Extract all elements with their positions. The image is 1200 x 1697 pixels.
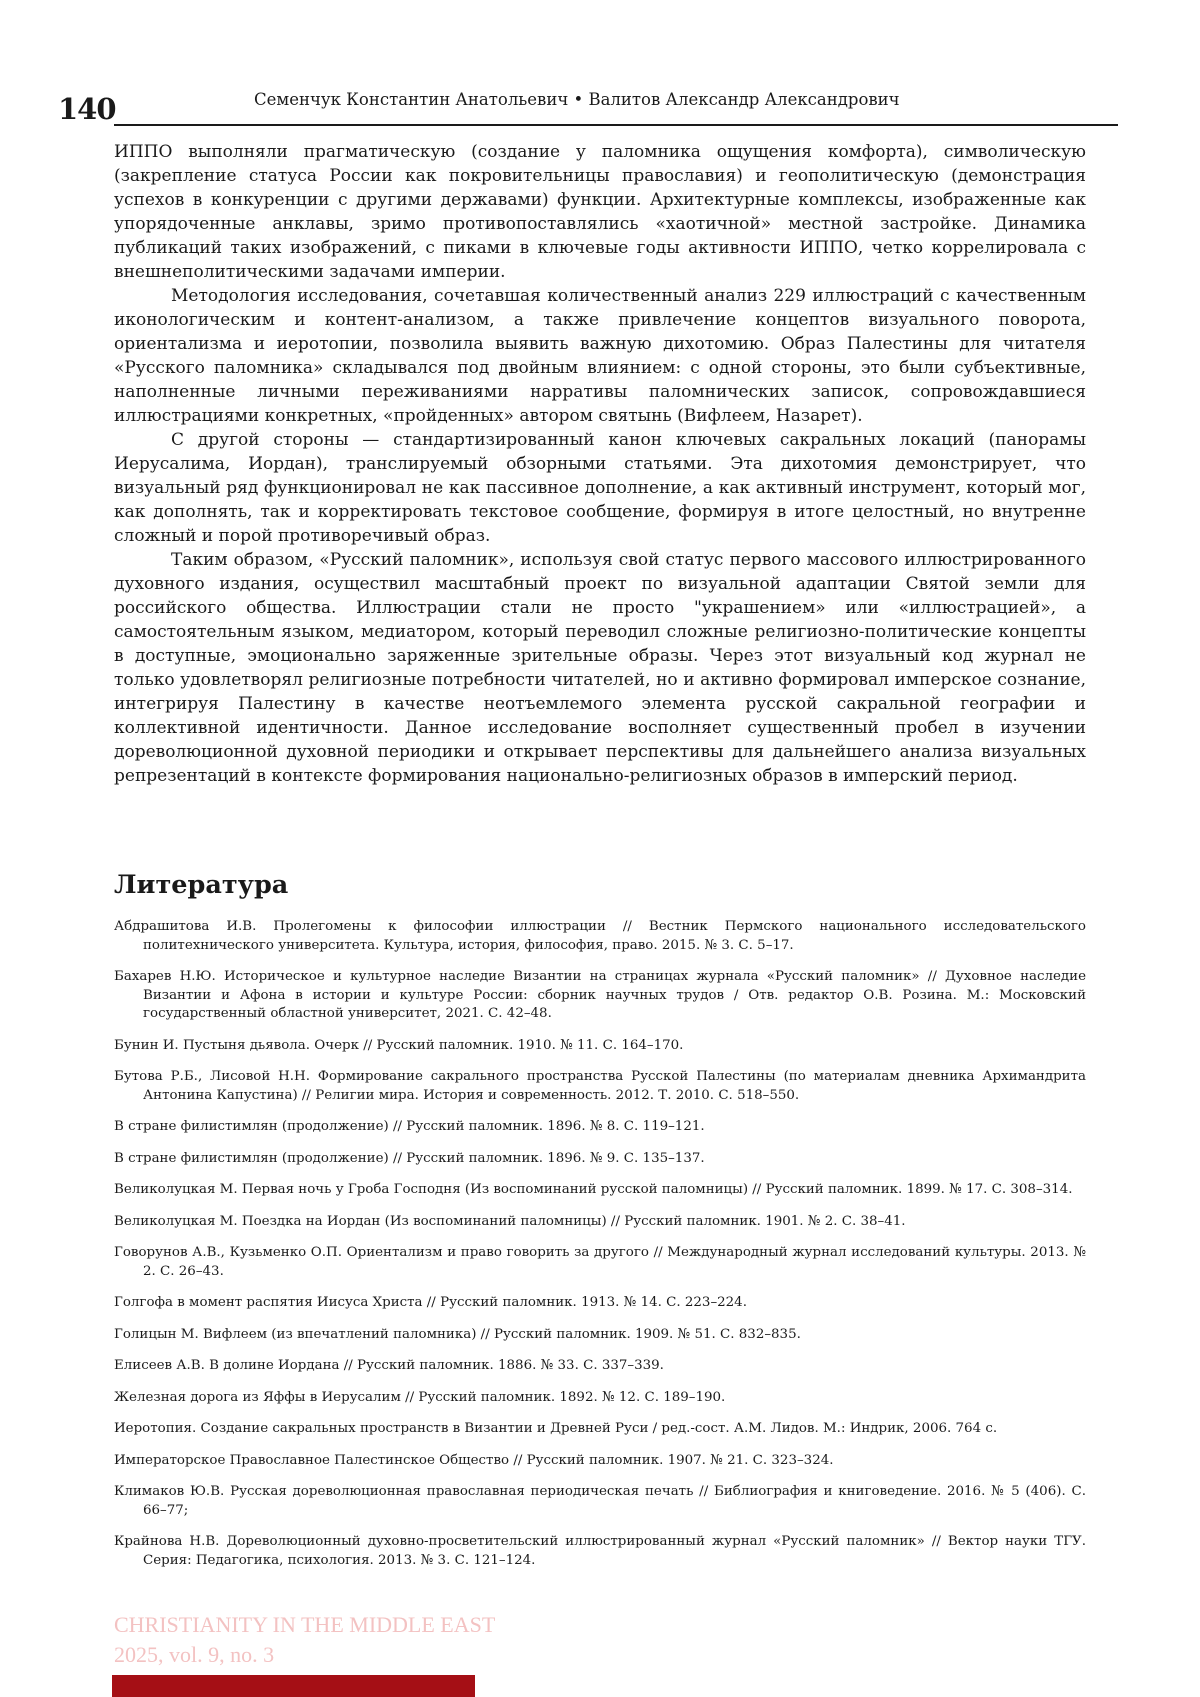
paragraph: ИППО выполняли прагматическую (создание у паломника ощущения комфорта), символическую (закрепление статуса России как покровительницы православия) и геополитическую (демонстрация успехов в конкуренции с другими державами) функции. Архитектурные комплексы, изображенные как упорядоченные анклавы, зримо противопоставлялись «хаотичной» местной застройке. Динамика публикаций таких изображений, с пиками в ключевые годы активности ИППО, четко коррелировала с внешнеполитическими задачами империи. [114, 142, 1086, 282]
reference-item: В стране филистимлян (продолжение) // Русский паломник. 1896. № 8. С. 119–121. [114, 1119, 705, 1134]
reference-item: Крайнова Н.В. Дореволюционный духовно-просветительский иллюстрированный журнал «Русский паломник» // Вектор науки ТГУ. Серия: Педагогика, психология. 2013. № 3. С. 121–124. [114, 1534, 1086, 1568]
running-head-authors: Семенчук Константин Анатольевич • Валитов Александр Александрович [254, 90, 900, 109]
footer-color-bar [112, 1675, 475, 1697]
reference-item: Голгофа в момент распятия Иисуса Христа // Русский паломник. 1913. № 14. С. 223–224. [114, 1295, 747, 1310]
reference-item: Климаков Ю.В. Русская дореволюционная православная периодическая печать // Библиография и книговедение. 2016. № 5 (406). С. 66–77; [114, 1484, 1086, 1518]
paragraph: Таким образом, «Русский паломник», используя свой статус первого массового иллюстрированного духовного издания, осуществил масштабный проект по визуальной адаптации Святой земли для российского общества. Иллюстрации стали не просто "украшением» или «иллюстрацией», а самостоятельным языком, медиатором, который переводил сложные религиозно-политические концепты в доступные, эмоционально заряженные зрительные образы. Через этот визуальный код журнал не только удовлетворял религиозные потребности читателей, но и активно формировал имперское сознание, интегрируя Палестину в качестве неотъемлемого элемента русской сакральной географии и коллективной идентичности. Данное исследование восполняет существенный пробел в изучении дореволюционной духовной периодики и открывает перспективы для дальнейшего анализа визуальных репрезентаций в контексте формирования национально-религиозных образов в имперский период. [114, 550, 1086, 786]
reference-item: Императорское Православное Палестинское Общество // Русский паломник. 1907. № 21. С. 323–324. [114, 1452, 834, 1468]
paragraph: С другой стороны — стандартизированный канон ключевых сакральных локаций (панорамы Иерусалима, Иордан), транслируемый обзорными статьями. Эта дихотомия демонстрирует, что визуальный ряд функционировал не как пассивное дополнение, а как активный инструмент, который мог, как дополнять, так и корректировать текстовое сообщение, формируя в итоге целостный, но внутренне сложный и порой противоречивый образ. [114, 430, 1086, 546]
reference-item: В стране филистимлян (продолжение) // Русский паломник. 1896. № 9. С. 135–137. [114, 1150, 705, 1166]
reference-item: Бутова Р.Б., Лисовой Н.Н. Формирование сакрального пространства Русской Палестины (по материалам дневника Архимандрита Антонина Капустина) // Религии мира. История и современность. 2012. Т. 2010. С. 518–550. [114, 1069, 1086, 1103]
reference-item: Бунин И. Пустыня дьявола. Очерк // Русский паломник. 1910. № 11. С. 164–170. [114, 1037, 684, 1053]
reference-item: Иеротопия. Создание сакральных пространств в Византии и Древней Руси / ред.-сост. А.М. Лидов. М.: Индрик, 2006. 764 с. [114, 1421, 998, 1436]
header-rule [114, 124, 1118, 126]
reference-item: Великолуцкая М. Первая ночь у Гроба Господня (Из воспоминаний русской паломницы) // Русский паломник. 1899. № 17. С. 308–314. [114, 1182, 1073, 1197]
reference-item: Голицын М. Вифлеем (из впечатлений паломника) // Русский паломник. 1909. № 51. С. 832–835. [114, 1326, 801, 1342]
page-header [58, 88, 1088, 128]
paragraph: Методология исследования, сочетавшая количественный анализ 229 иллюстраций с качественным иконологическим и контент-анализом, а также привлечение концептов визуального поворота, ориентализма и иеротопии, позволила выявить важную дихотомию. Образ Палестины для читателя «Русского паломника» складывался под двойным влиянием: с одной стороны, это были субъективные, наполненные личными переживаниями нарративы паломнических записок, сопровождавшиеся иллюстрациями конкретных, «пройденных» автором святынь (Вифлеем, Назарет). [114, 286, 1086, 426]
reference-list [114, 918, 1086, 1583]
reference-item: Абдрашитова И.В. Пролегомены к философии иллюстрации // Вестник Пермского национального исследовательского политехнического университета. Культура, история, философия, право. 2015. № 3. С. 5–17. [114, 919, 1086, 953]
journal-issue: 2025, vol. 9, no. 3 [114, 1642, 275, 1667]
page-number: 140 [58, 92, 116, 126]
reference-item: Великолуцкая М. Поездка на Иордан (Из воспоминаний паломницы) // Русский паломник. 1901. № 2. С. 38–41. [114, 1213, 906, 1229]
journal-footer [114, 1610, 495, 1670]
reference-item: Говорунов А.В., Кузьменко О.П. Ориентализм и право говорить за другого // Международный журнал исследований культуры. 2013. № 2. С. 26–43. [114, 1245, 1086, 1279]
journal-name: CHRISTIANITY IN THE MIDDLE EAST [114, 1612, 496, 1637]
reference-item: Бахарев Н.Ю. Историческое и культурное наследие Византии на страницах журнала «Русский паломник» // Духовное наследие Византии и Афона в истории и культуре России: сборник научных трудов / Отв. редактор О.В. Розина. М.: Московский государственный областной университет, 2021. С. 42–48. [114, 969, 1086, 1021]
literature-heading: Литература [114, 870, 289, 900]
reference-item: Железная дорога из Яффы в Иерусалим // Русский паломник. 1892. № 12. С. 189–190. [114, 1389, 726, 1405]
reference-item: Елисеев А.В. В долине Иордана // Русский паломник. 1886. № 33. С. 337–339. [114, 1358, 664, 1373]
body-text [114, 140, 1086, 788]
